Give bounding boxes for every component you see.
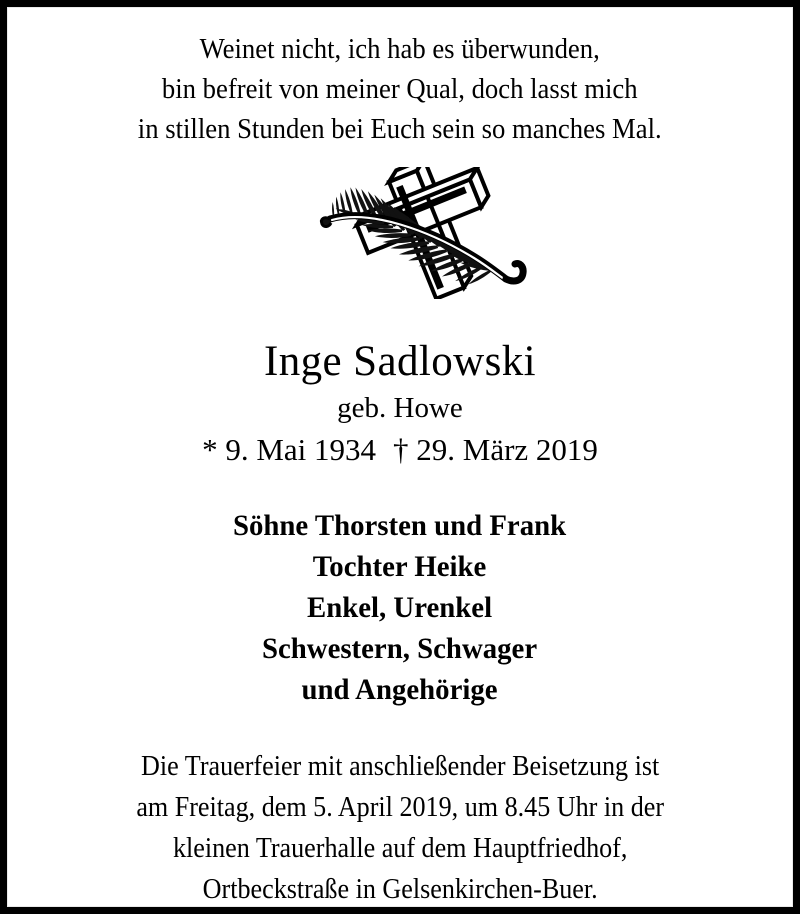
service-line-3: kleinen Trauerhalle auf dem Hauptfriedhof, [172, 832, 628, 864]
death-symbol: † [393, 432, 409, 467]
deceased-identity [202, 337, 598, 471]
verse-line-3: in stillen Stunden bei Euch sein so manches Mal. [138, 113, 662, 145]
survivor-line-relatives: und Angehörige [301, 673, 499, 706]
verse-line-2: bin befreit von meiner Qual, doch lasst mich [162, 73, 638, 105]
cross-with-palm-frond-icon [260, 167, 540, 299]
survivor-line-sons: Söhne Thorsten und Frank [233, 509, 567, 542]
birth-date: 9. Mai 1934 [225, 432, 377, 467]
deceased-name: Inge Sadlowski [264, 338, 536, 385]
service-line-1: Die Trauerfeier mit anschließender Beisetzung ist [140, 750, 660, 782]
service-line-2: am Freitag, dem 5. April 2019, um 8.45 Uhr in der [136, 791, 664, 823]
survivor-line-grandchildren: Enkel, Urenkel [307, 591, 493, 624]
funeral-service-details [136, 746, 664, 910]
life-dates [202, 429, 598, 471]
maiden-name: geb. Howe [337, 392, 463, 424]
survivor-line-sisters: Schwestern, Schwager [262, 632, 538, 665]
birth-symbol: * [202, 432, 218, 467]
verse-line-1: Weinet nicht, ich hab es überwunden, [199, 33, 601, 65]
survivor-line-daughter: Tochter Heike [313, 550, 487, 583]
survivors-list [233, 505, 566, 710]
notice-inner-panel [7, 7, 793, 907]
memorial-verse [138, 29, 662, 149]
service-line-4: Ortbeckstraße in Gelsenkirchen-Buer. [202, 873, 598, 905]
death-date: 29. März 2019 [416, 432, 598, 467]
